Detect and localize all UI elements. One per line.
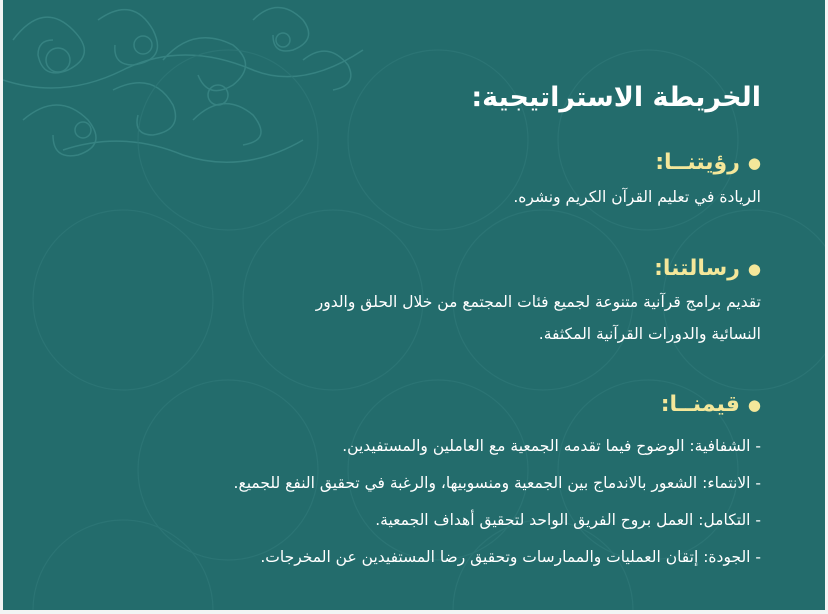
mission-heading <box>654 256 761 281</box>
values-list <box>71 428 761 576</box>
slide <box>3 0 825 610</box>
vision-text: الريادة في تعليم القرآن الكريم ونشره. <box>513 188 761 206</box>
values-heading-label: قيمنــا: <box>660 392 740 417</box>
bullet-icon: ● <box>747 260 761 278</box>
mission-heading-label: رسالتنا: <box>654 256 740 281</box>
bullet-icon: ● <box>747 154 761 172</box>
mission-text-line-2: النسائية والدورات القرآنية المكثفة. <box>538 325 761 343</box>
value-item-integration: - التكامل: العمل بروح الفريق الواحد لتحقيق أهداف الجمعية. <box>375 511 761 529</box>
values-heading <box>661 392 761 417</box>
vision-heading-label: رؤيتنــا: <box>655 150 740 175</box>
bullet-icon: ● <box>747 396 761 414</box>
mission-text-line-1: تقديم برامج قرآنية متنوعة لجميع فئات المجتمع من خلال الحلق والدور <box>315 293 761 311</box>
value-item-belonging: - الانتماء: الشعور بالاندماج بين الجمعية ومنسوبيها، والرغبة في تحقيق النفع للجميع. <box>233 474 761 492</box>
page-title: الخريطة الاستراتيجية: <box>471 82 761 113</box>
value-item-transparency: - الشفافية: الوضوح فيما تقدمه الجمعية مع العاملين والمستفيدين. <box>342 437 761 455</box>
vision-heading <box>655 150 761 175</box>
value-item-quality: - الجودة: إتقان العمليات والممارسات وتحقيق رضا المستفيدين عن المخرجات. <box>260 548 761 566</box>
